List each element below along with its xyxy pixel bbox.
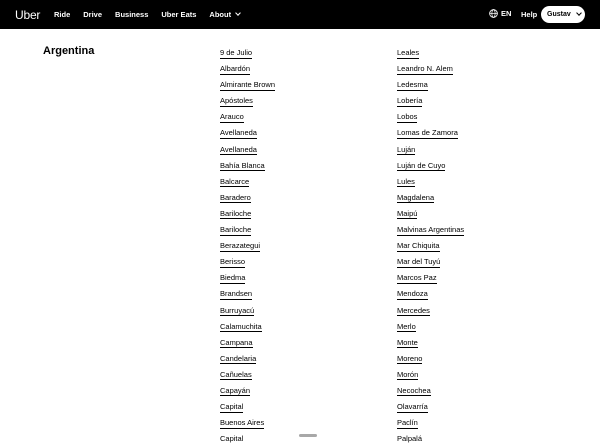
city-link[interactable]: Berazategui xyxy=(220,241,261,251)
list-item xyxy=(397,350,464,366)
list-item xyxy=(397,221,464,237)
nav-ride[interactable]: Ride xyxy=(54,10,71,19)
city-link[interactable]: Mar del Tuyú xyxy=(397,257,441,267)
list-item xyxy=(397,141,464,157)
list-item xyxy=(397,76,464,92)
city-link[interactable]: Magdalena xyxy=(397,192,435,202)
user-menu-button[interactable] xyxy=(541,6,585,23)
city-link[interactable]: Bariloche xyxy=(220,225,252,235)
list-item xyxy=(397,205,464,221)
city-link[interactable]: Luján xyxy=(397,144,416,154)
scroll-indicator[interactable] xyxy=(299,434,317,437)
city-link[interactable]: Lomas de Zamora xyxy=(397,128,458,138)
city-link[interactable]: Lules xyxy=(397,176,415,186)
user-name: Gustav xyxy=(547,11,571,18)
city-link[interactable]: Lobos xyxy=(397,112,418,122)
city-link[interactable]: Lobería xyxy=(397,96,423,106)
city-link[interactable]: Merlo xyxy=(397,321,416,331)
list-item xyxy=(220,141,275,157)
main-nav xyxy=(54,0,253,29)
list-item xyxy=(397,414,464,430)
list-item xyxy=(397,253,464,269)
list-item xyxy=(220,398,275,414)
language-label: EN xyxy=(501,9,512,18)
city-link[interactable]: Almirante Brown xyxy=(220,80,276,90)
list-item xyxy=(397,157,464,173)
city-link[interactable]: Leandro N. Alem xyxy=(397,64,453,74)
city-link[interactable]: Malvinas Argentinas xyxy=(397,225,465,235)
city-link[interactable]: Bahía Blanca xyxy=(220,160,265,170)
list-item xyxy=(220,189,275,205)
list-item xyxy=(220,382,275,398)
list-item xyxy=(220,221,275,237)
city-link[interactable]: Monte xyxy=(397,337,418,347)
list-item xyxy=(397,285,464,301)
city-link[interactable]: Mar Chiquita xyxy=(397,241,440,251)
list-item xyxy=(220,350,275,366)
list-item xyxy=(220,124,275,140)
globe-icon xyxy=(489,9,498,18)
list-item xyxy=(397,92,464,108)
nav-drive[interactable]: Drive xyxy=(83,10,103,19)
list-item xyxy=(220,366,275,382)
city-link[interactable]: Palpalá xyxy=(397,434,423,443)
city-link[interactable]: Capayán xyxy=(220,385,251,395)
city-link[interactable]: Avellaneda xyxy=(220,128,257,138)
city-link[interactable]: Necochea xyxy=(397,385,431,395)
list-item xyxy=(397,382,464,398)
city-link[interactable]: Paclín xyxy=(397,418,418,428)
city-link[interactable]: Maipú xyxy=(397,208,418,218)
language-selector[interactable] xyxy=(489,9,511,18)
list-item xyxy=(397,318,464,334)
city-link[interactable]: Avellaneda xyxy=(220,144,257,154)
list-item xyxy=(397,124,464,140)
city-link[interactable]: 9 de Julio xyxy=(220,48,253,57)
city-link[interactable]: Moreno xyxy=(397,353,423,363)
nav-about[interactable] xyxy=(209,10,240,19)
city-link[interactable]: Ledesma xyxy=(397,80,428,90)
list-item xyxy=(220,60,275,76)
city-link[interactable]: Capital xyxy=(220,434,244,443)
city-link[interactable]: Balcarce xyxy=(220,176,250,186)
list-item xyxy=(397,173,464,189)
list-item xyxy=(397,302,464,318)
list-item xyxy=(397,189,464,205)
city-link[interactable]: Brandsen xyxy=(220,289,253,299)
city-link[interactable]: Apóstoles xyxy=(220,96,253,106)
list-item xyxy=(220,414,275,430)
city-link[interactable]: Buenos Aires xyxy=(220,418,265,428)
list-item xyxy=(397,269,464,285)
list-item xyxy=(220,253,275,269)
city-link[interactable]: Baradero xyxy=(220,192,251,202)
nav-about-label: About xyxy=(209,10,232,19)
list-item xyxy=(220,269,275,285)
country-heading: Argentina xyxy=(43,45,95,57)
city-link[interactable]: Campana xyxy=(220,337,253,347)
city-link[interactable]: Arauco xyxy=(220,112,244,122)
city-link[interactable]: Candelaria xyxy=(220,353,257,363)
list-item xyxy=(397,60,464,76)
nav-uber-eats[interactable]: Uber Eats xyxy=(161,10,197,19)
help-link[interactable]: Help xyxy=(521,10,538,19)
city-link[interactable]: Biedma xyxy=(220,273,246,283)
list-item xyxy=(220,205,275,221)
list-item xyxy=(397,237,464,253)
list-item xyxy=(220,237,275,253)
city-link[interactable]: Leales xyxy=(397,48,420,57)
list-item xyxy=(220,318,275,334)
list-item xyxy=(220,334,275,350)
list-item xyxy=(397,398,464,414)
city-link[interactable]: Cañuelas xyxy=(220,369,252,379)
chevron-down-icon xyxy=(235,10,241,16)
city-link[interactable]: Burruyacú xyxy=(220,305,255,315)
nav-business[interactable]: Business xyxy=(115,10,149,19)
city-link[interactable]: Capital xyxy=(220,402,244,412)
city-link[interactable]: Luján de Cuyo xyxy=(397,160,446,170)
list-item xyxy=(397,334,464,350)
list-item xyxy=(220,92,275,108)
city-link[interactable]: Calamuchita xyxy=(220,321,262,331)
city-link[interactable]: Bariloche xyxy=(220,208,252,218)
city-link[interactable]: Marcos Paz xyxy=(397,273,437,283)
top-navigation-bar xyxy=(0,0,600,29)
city-link[interactable]: Morón xyxy=(397,369,419,379)
city-link[interactable]: Mendoza xyxy=(397,289,428,299)
city-list-right xyxy=(397,44,464,443)
list-item xyxy=(397,44,464,60)
list-item xyxy=(220,108,275,124)
list-item xyxy=(220,44,275,60)
list-item xyxy=(220,285,275,301)
list-item xyxy=(220,173,275,189)
list-item xyxy=(397,430,464,443)
list-item xyxy=(397,108,464,124)
city-link[interactable]: Berisso xyxy=(220,257,246,267)
city-link[interactable]: Albardón xyxy=(220,64,251,74)
list-item xyxy=(220,76,275,92)
city-link[interactable]: Olavarría xyxy=(397,402,428,412)
chevron-down-icon xyxy=(576,10,582,16)
city-link[interactable]: Mercedes xyxy=(397,305,430,315)
list-item xyxy=(397,366,464,382)
list-item xyxy=(220,302,275,318)
city-list-left xyxy=(220,44,275,443)
uber-logo[interactable]: Uber xyxy=(15,8,41,22)
list-item xyxy=(220,430,275,443)
list-item xyxy=(220,157,275,173)
